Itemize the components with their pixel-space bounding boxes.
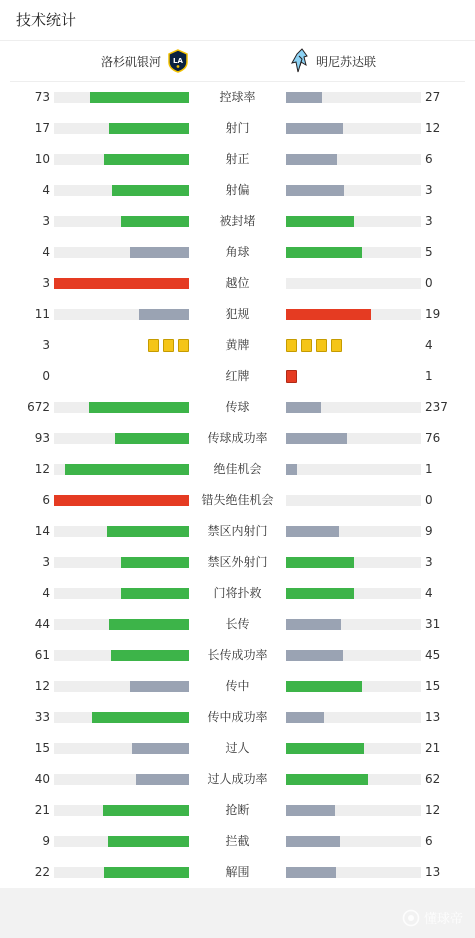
away-stat-bar-track [286,495,421,506]
away-stat-bar-fill [286,743,364,754]
stat-row [0,144,475,175]
stat-label: 犯规 [225,307,250,321]
away-stat-bar-fill [286,681,362,692]
stat-label: 被封堵 [219,214,256,228]
stat-label: 长传成功率 [207,648,268,662]
stat-row [0,82,475,113]
away-stat-bar-fill [286,650,343,661]
home-stat-bar-fill [107,526,189,537]
away-stat-value: 1 [425,369,433,383]
away-stat-bar-fill [286,805,335,816]
stats-list [0,82,475,888]
away-team[interactable] [290,41,376,81]
home-stat-bar-fill [132,743,189,754]
away-stat-bar-fill [286,309,371,320]
away-stat-bar-track [286,681,421,692]
home-stat-value: 93 [34,431,50,445]
home-stat-bar-fill [104,867,189,878]
stat-row [0,764,475,795]
away-stat-bar-track [286,92,421,103]
away-stat-value: 3 [425,555,433,569]
away-stat-bar-track [286,402,421,413]
home-stat-bar-fill [130,681,189,692]
home-stat-bar-fill [112,185,189,196]
stat-label: 黄牌 [225,338,250,352]
away-stat-value: 4 [425,586,433,600]
home-stat-bar-track [54,92,189,103]
yellow-card-icon [301,339,312,352]
away-stat-bar-track [286,588,421,599]
home-stat-value: 22 [34,865,50,879]
home-stat-bar-fill [92,712,189,723]
stat-label: 传中成功率 [207,710,268,724]
stat-label: 解围 [225,865,250,879]
stat-label: 拦截 [225,834,250,848]
home-stat-bar-track [54,526,189,537]
dongqiudi-logo-icon [402,909,420,927]
away-stat-bar-fill [286,588,354,599]
home-stat-value: 672 [27,400,50,414]
away-stat-value: 1 [425,462,433,476]
stat-label: 过人 [225,741,250,755]
away-stat-value: 9 [425,524,433,538]
home-stat-bar-fill [139,309,189,320]
home-stat-bar-track [54,712,189,723]
stat-row [0,609,475,640]
home-stat-bar-track [54,557,189,568]
away-stat-bar-track [286,247,421,258]
away-stat-value: 3 [425,214,433,228]
home-stat-value: 40 [34,772,50,786]
away-team-name: 明尼苏达联 [316,54,377,69]
away-stat-bar-track [286,216,421,227]
home-stat-bar-track [54,836,189,847]
home-stat-bar-fill [54,495,189,506]
la-logo-text: LA [173,57,183,65]
away-stat-value: 12 [425,803,441,817]
yellow-card-icon [286,339,297,352]
home-stat-bar-track [54,402,189,413]
stat-label: 禁区外射门 [207,555,268,569]
away-stat-value: 12 [425,121,441,135]
away-stat-value: 0 [425,276,433,290]
away-cards [286,370,297,383]
home-stat-bar-track [54,619,189,630]
teams-header [10,41,465,82]
stat-row [0,361,475,392]
away-stat-bar-fill [286,619,341,630]
home-stat-bar-track [54,774,189,785]
home-stat-bar-track [54,588,189,599]
away-stat-bar-track [286,712,421,723]
stat-label: 长传 [225,617,250,631]
away-stat-bar-fill [286,526,339,537]
away-stat-value: 45 [425,648,441,662]
away-stat-value: 19 [425,307,441,321]
stat-row [0,857,475,888]
home-stat-bar-track [54,495,189,506]
stat-row [0,237,475,268]
yellow-card-icon [331,339,342,352]
home-cards [148,339,189,352]
home-stat-bar-fill [109,123,189,134]
stat-row [0,671,475,702]
stat-label: 过人成功率 [207,772,268,786]
stat-row [0,485,475,516]
stat-label: 错失绝佳机会 [201,493,274,507]
home-stat-bar-fill [121,216,189,227]
away-stat-bar-track [286,836,421,847]
away-stat-bar-fill [286,154,337,165]
home-stat-value: 12 [34,462,50,476]
stat-label: 绝佳机会 [213,462,262,476]
away-stat-bar-track [286,526,421,537]
la-galaxy-logo-icon [167,49,189,73]
away-stat-bar-fill [286,123,343,134]
stat-row [0,206,475,237]
stat-row [0,392,475,423]
away-stat-bar-fill [286,836,340,847]
home-stat-bar-track [54,309,189,320]
home-stat-value: 73 [34,90,50,104]
stat-row [0,454,475,485]
away-stat-bar-track [286,557,421,568]
home-stat-value: 17 [34,121,50,135]
stat-label: 抢断 [225,803,250,817]
home-stat-bar-fill [108,836,189,847]
away-stat-value: 27 [425,90,441,104]
minnesota-united-logo-icon [290,48,310,74]
home-stat-bar-track [54,247,189,258]
home-stat-bar-fill [90,92,189,103]
home-stat-bar-track [54,278,189,289]
stat-label: 红牌 [225,369,250,383]
away-stat-value: 4 [425,338,433,352]
watermark-text: 懂球帝 [423,912,463,927]
stat-label: 禁区内射门 [207,524,268,538]
home-stat-bar-track [54,433,189,444]
home-stat-bar-track [54,650,189,661]
home-stat-bar-fill [89,402,189,413]
stat-row [0,423,475,454]
home-stat-bar-fill [115,433,189,444]
page-title: 技术统计 [16,11,77,29]
home-stat-bar-fill [103,805,189,816]
home-stat-bar-fill [104,154,189,165]
away-stat-bar-track [286,619,421,630]
home-stat-value: 0 [42,369,50,383]
page-title-bar [0,0,475,41]
home-stat-value: 11 [34,307,50,321]
away-stat-bar-track [286,185,421,196]
home-stat-bar-fill [111,650,189,661]
away-stat-value: 3 [425,183,433,197]
away-stat-value: 31 [425,617,441,631]
stat-row [0,578,475,609]
away-stat-bar-fill [286,557,354,568]
home-stat-value: 61 [34,648,50,662]
red-card-icon [286,370,297,383]
away-stat-bar-fill [286,433,347,444]
away-stat-bar-track [286,805,421,816]
stat-label: 传球成功率 [207,431,268,445]
stat-row [0,516,475,547]
stat-label: 传球 [225,400,250,414]
stat-row [0,826,475,857]
yellow-card-icon [163,339,174,352]
stat-row [0,702,475,733]
home-stat-value: 21 [34,803,50,817]
away-stat-bar-fill [286,216,354,227]
stat-label: 射偏 [225,183,250,197]
away-stat-value: 0 [425,493,433,507]
home-stat-value: 12 [34,679,50,693]
away-stat-bar-track [286,433,421,444]
stat-label: 角球 [225,245,250,259]
stat-label: 控球率 [219,90,256,104]
away-stat-bar-track [286,154,421,165]
away-stat-bar-track [286,464,421,475]
yellow-card-icon [178,339,189,352]
home-stat-value: 3 [42,276,50,290]
away-stat-value: 13 [425,710,441,724]
home-stat-value: 4 [42,183,50,197]
home-stat-bar-fill [121,588,189,599]
stat-row [0,795,475,826]
home-stat-bar-fill [136,774,189,785]
home-stat-value: 9 [42,834,50,848]
away-stat-bar-track [286,743,421,754]
stat-row [0,547,475,578]
yellow-card-icon [148,339,159,352]
away-stat-value: 21 [425,741,441,755]
home-team[interactable] [101,41,189,81]
away-stat-bar-track [286,309,421,320]
away-stat-bar-track [286,278,421,289]
away-stat-bar-fill [286,402,321,413]
away-stat-bar-track [286,867,421,878]
away-stat-bar-track [286,774,421,785]
stat-label: 射正 [225,152,250,166]
home-stat-value: 15 [34,741,50,755]
away-stat-value: 237 [425,400,448,414]
away-cards [286,339,342,352]
away-stat-bar-fill [286,247,362,258]
away-stat-value: 6 [425,834,433,848]
yellow-card-icon [316,339,327,352]
footer-area [0,888,475,938]
away-stat-bar-fill [286,712,324,723]
away-stat-bar-fill [286,774,368,785]
stat-row [0,113,475,144]
home-stat-value: 3 [42,555,50,569]
stat-label: 射门 [225,121,250,135]
home-stat-bar-track [54,123,189,134]
home-stat-bar-track [54,154,189,165]
home-stat-bar-track [54,216,189,227]
home-stat-value: 3 [42,214,50,228]
home-stat-bar-fill [130,247,189,258]
stat-row [0,268,475,299]
stat-row [0,299,475,330]
home-stat-value: 14 [34,524,50,538]
watermark [402,908,463,927]
stat-row [0,733,475,764]
home-stat-bar-track [54,805,189,816]
home-stat-value: 6 [42,493,50,507]
home-stat-value: 4 [42,586,50,600]
stat-label: 越位 [225,276,250,290]
stat-row [0,175,475,206]
away-stat-value: 13 [425,865,441,879]
away-stat-bar-fill [286,185,344,196]
away-stat-bar-track [286,123,421,134]
away-stat-bar-fill [286,92,322,103]
stat-row [0,640,475,671]
home-stat-bar-track [54,185,189,196]
home-stat-value: 44 [34,617,50,631]
away-stat-bar-fill [286,867,336,878]
home-stat-bar-track [54,464,189,475]
away-stat-value: 76 [425,431,441,445]
away-stat-bar-track [286,650,421,661]
home-stat-bar-fill [54,278,189,289]
home-stat-bar-track [54,681,189,692]
away-stat-bar-fill [286,464,297,475]
stat-label: 门将扑救 [213,586,262,600]
home-stat-value: 3 [42,338,50,352]
home-stat-bar-fill [65,464,189,475]
home-team-name: 洛杉矶银河 [100,54,161,69]
home-stat-value: 10 [34,152,50,166]
home-stat-value: 33 [34,710,50,724]
away-stat-value: 15 [425,679,441,693]
home-stat-bar-track [54,743,189,754]
away-stat-value: 62 [425,772,441,786]
stat-label: 传中 [225,679,250,693]
stat-row [0,330,475,361]
home-stat-bar-fill [121,557,189,568]
home-stat-bar-track [54,867,189,878]
home-stat-value: 4 [42,245,50,259]
home-stat-bar-fill [109,619,189,630]
away-stat-value: 6 [425,152,433,166]
away-stat-value: 5 [425,245,433,259]
